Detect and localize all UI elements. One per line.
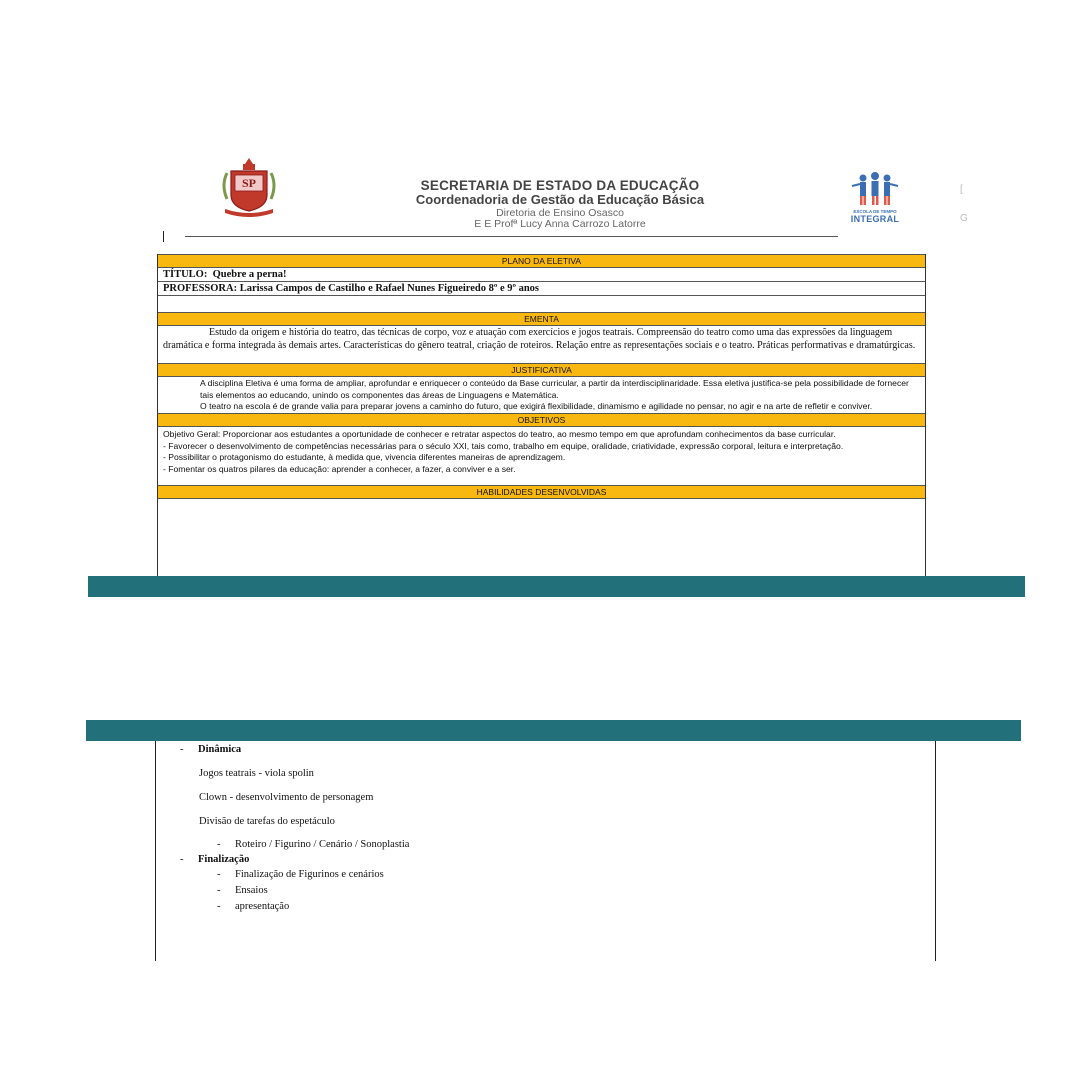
dash: - [180,744,184,755]
integral-subtitle: ESCOLA DE TEMPO [853,209,897,214]
seal-letters: SP [241,176,256,190]
header-divider [185,236,838,237]
titulo-label: TÍTULO: [163,269,208,280]
spacer [158,477,925,485]
roteiro-item: Roteiro / Figurino / Cenário / Sonoplastia [235,839,410,850]
habilidades-header: HABILIDADES DESENVOLVIDAS [158,485,925,499]
people-icon [850,172,900,206]
list-item [217,901,289,912]
professora-label: PROFESSORA: [163,283,238,294]
letterhead [360,178,760,231]
apresentacao-item: apresentação [235,901,290,912]
justificativa-paragraph: O teatro na escola é de grande valia para preparar jovens a caminho do futuro, que exigirá flexibilidade, dinamismo e agilidade no pensar, no agir e na arte de refletir e conviver. [200,401,873,411]
secretaria-title: SECRETARIA DE ESTADO DA EDUCAÇÃO [420,178,700,193]
objetivo-item: - Possibilitar o protagonismo do estudante, à medida que, vivencia diferentes maneiras de aprendizagem. [163,452,566,463]
professora-value: Larissa Campos de Castilho e Rafael Nunes Figueiredo [239,283,486,294]
escola-integral-logo [843,172,907,228]
dash: - [217,901,221,912]
list-item [217,885,268,896]
dash: - [217,869,221,880]
objetivo-item: Objetivo Geral: Proporcionar aos estudantes a oportunidade de conhecer e retratar aspectos do teatro, ao mesmo tempo em que aprofundam conhecimentos da base curricular. [163,429,836,440]
text-cursor [163,231,164,242]
list-item [217,869,384,880]
objetivo-item: - Fomentar os quatros pilares da educação: aprender a conhecer, a fazer, a conviver e a ser. [163,463,516,474]
dash: - [217,885,221,896]
separator-bar [86,720,1021,741]
objetivos-body [158,427,925,477]
school-name: E E Profª Lucy Anna Carrozo Latorre [474,218,646,231]
justificativa-paragraph: A disciplina Eletiva é uma forma de ampliar, aprofundar e enriquecer o conteúdo da Base curricular, a partir da interdisciplinaridade. Essa eletiva justifica-se pela possibilidade de fornecer tais elementos ao educando, unindo os componentes das áreas de Linguagens e Matemática. [200,378,909,400]
ensaios-item: Ensaios [235,885,268,896]
fin-figurinos-item: Finalização de Figurinos e cenários [235,869,384,880]
titulo-row [158,268,925,282]
justificativa-body [158,377,925,413]
separator-bar [88,576,1025,597]
dinamica-heading: Dinâmica [198,744,242,755]
dash: - [217,839,221,850]
professora-row [158,282,925,296]
coordenadoria-title: Coordenadoria de Gestão da Educação Básica [415,192,705,208]
jogos-item: Jogos teatrais - viola spolin [199,768,314,779]
ementa-text: Estudo da origem e história do teatro, das técnicas de corpo, voz e atuação com exercícios e jogos teatrais. Compreensão do teatro como uma das expressões da linguagem dramática e forma integrada às demais artes. Características do gênero teatral, criação de roteiros. Relação entre as representações sociais e o teatro. Práticas performativas e dramatúrgicas. [163,327,916,351]
anos-value: 8º e 9º anos [488,283,540,294]
atividades-section [155,741,936,961]
diretoria-name: Diretoria de Ensino Osasco [496,206,624,219]
list-item [180,744,241,755]
list-item [217,839,409,850]
ementa-body [158,326,925,355]
dash: - [180,854,184,865]
finalizacao-heading: Finalização [198,854,250,865]
edge-fragment: G [960,213,968,224]
spacer [158,296,925,312]
list-item [180,854,249,865]
justificativa-header: JUSTIFICATIVA [158,363,925,377]
titulo-value: Quebre a perna! [212,269,287,280]
integral-title: INTEGRAL [850,213,900,224]
divisao-item: Divisão de tarefas do espetáculo [199,816,335,827]
objetivo-item: - Favorecer o desenvolvimento de competências necessárias para o século XXI, tais como, trabalho em equipe, oralidade, criatividade, expressão corporal, leitura e interpretação. [163,440,844,451]
ementa-header: EMENTA [158,312,925,326]
edge-fragment: [ [960,184,963,195]
plano-header: PLANO DA ELETIVA [158,254,925,268]
clown-item: Clown - desenvolvimento de personagem [199,792,374,803]
plano-eletiva-form [157,254,926,576]
objetivos-header: OBJETIVOS [158,413,925,427]
spacer [158,355,925,363]
